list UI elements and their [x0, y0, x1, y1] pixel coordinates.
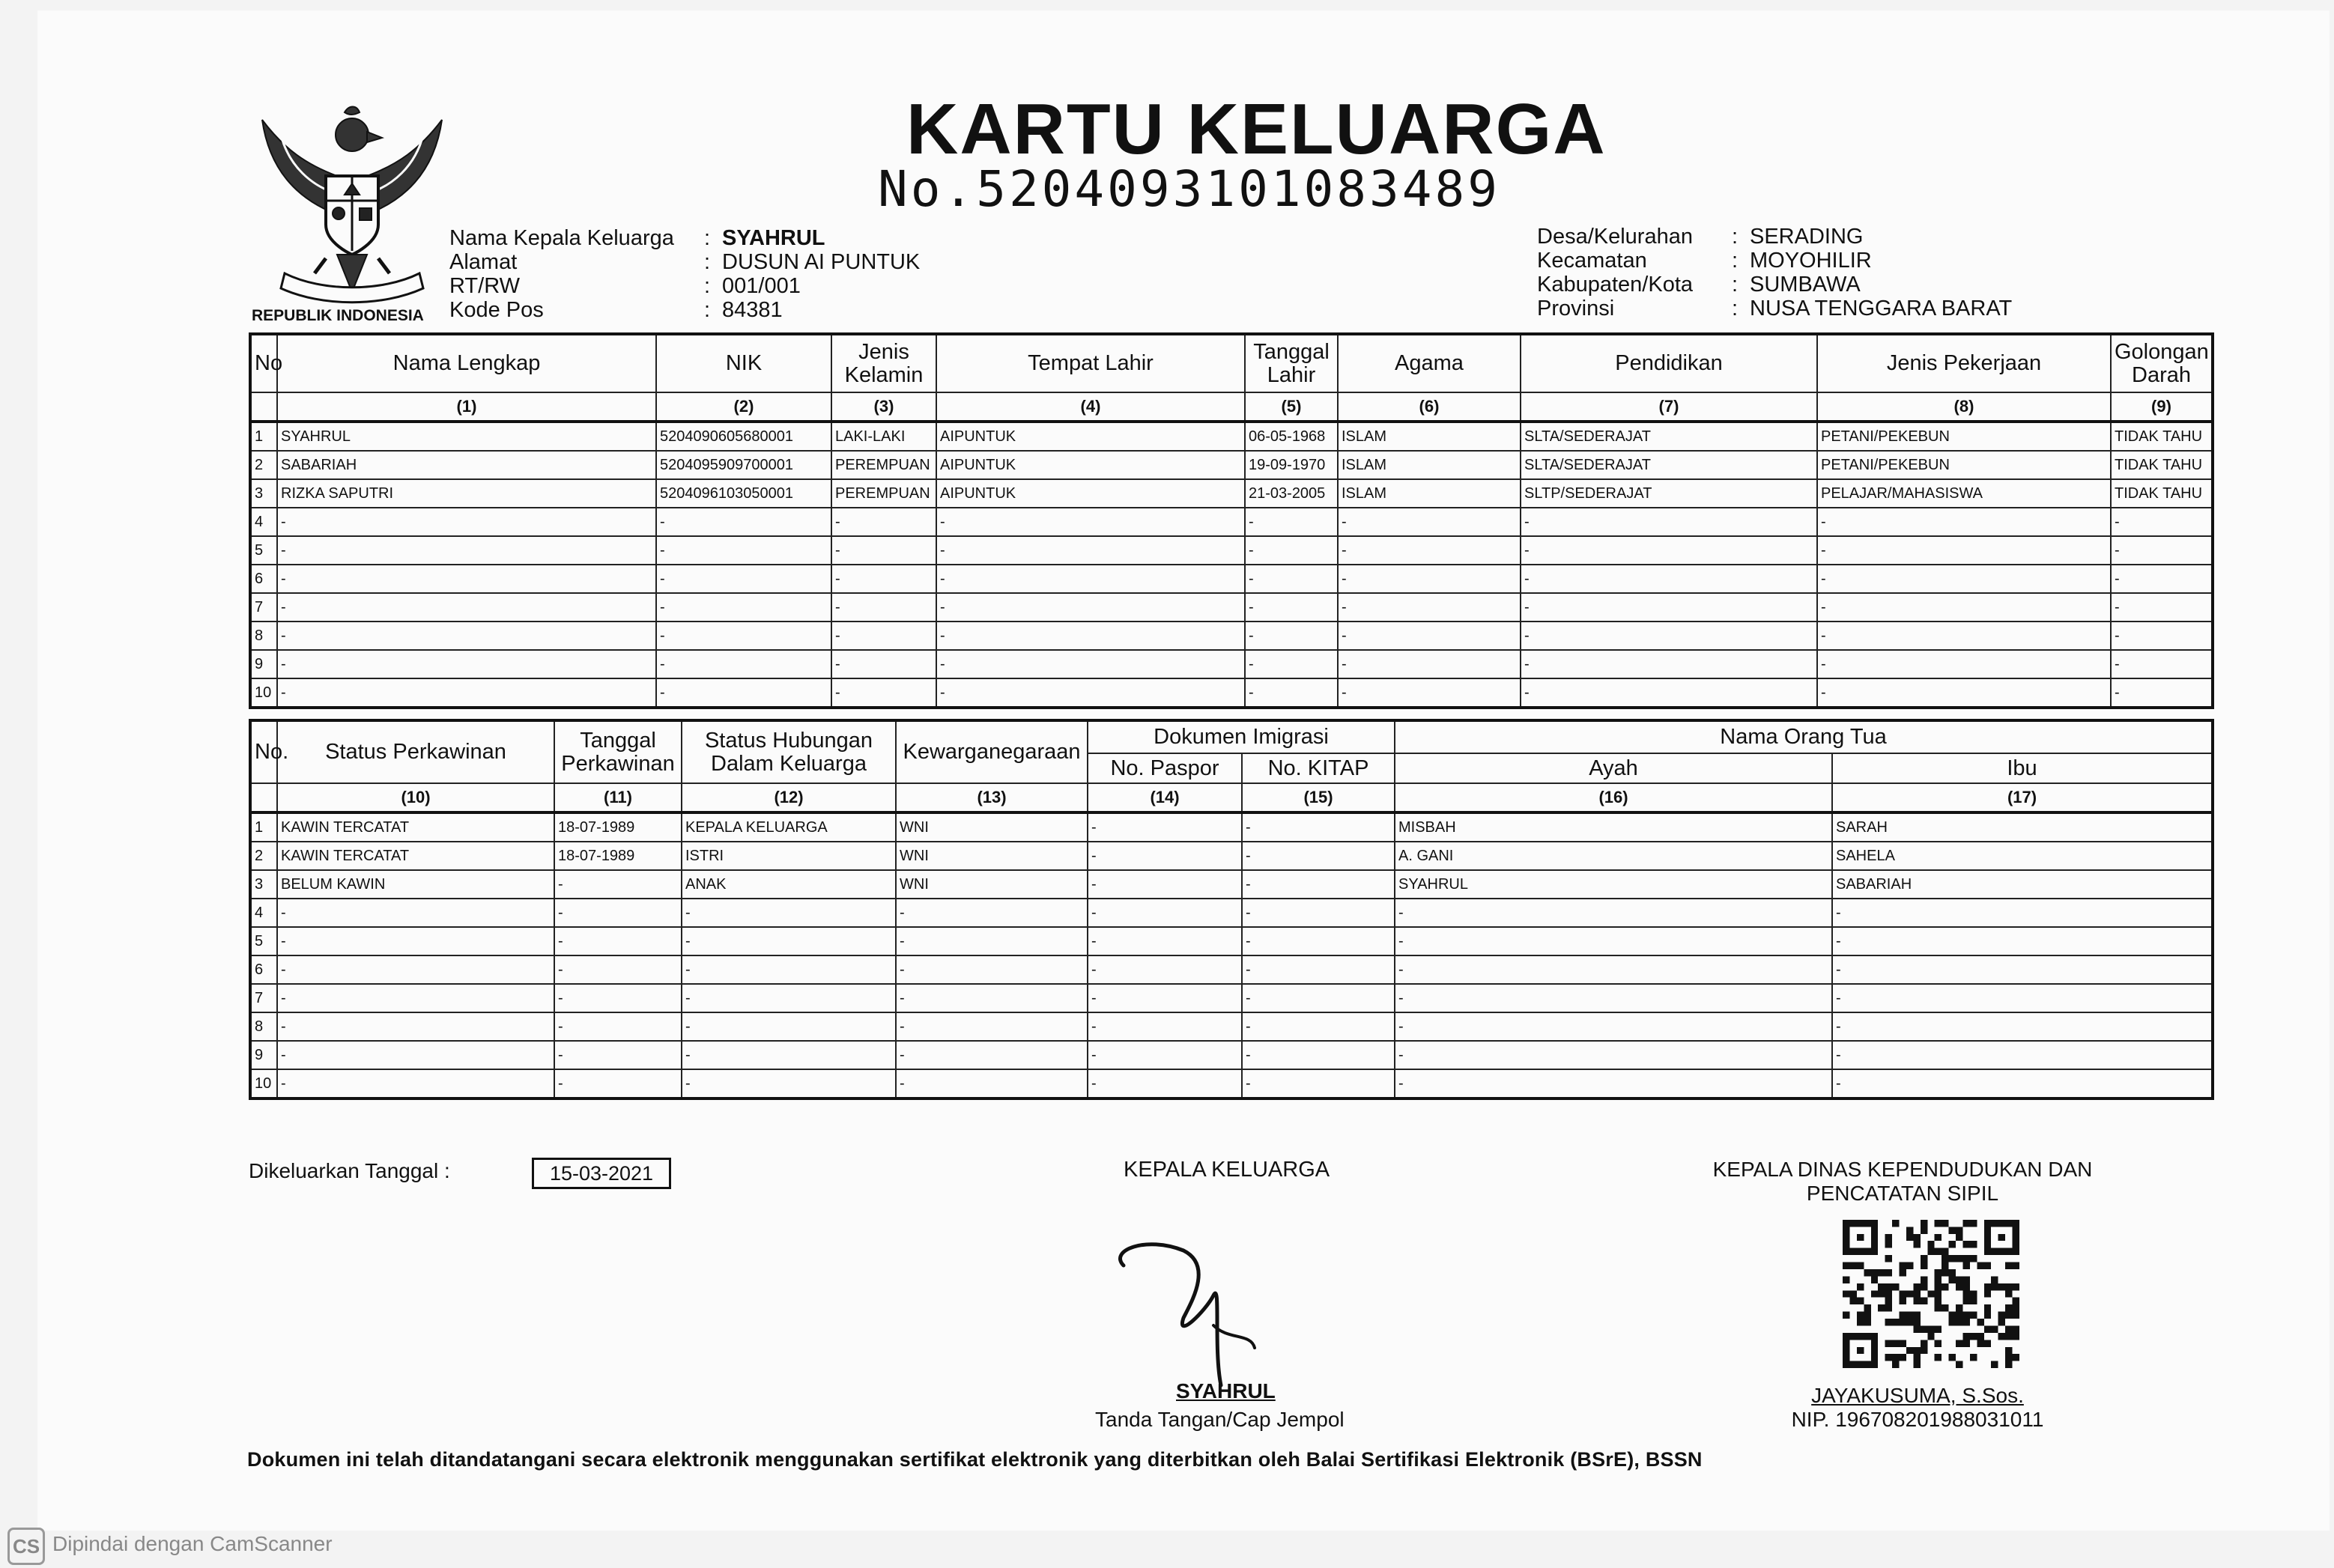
table-cell: -: [831, 622, 936, 650]
table-cell: -: [936, 508, 1245, 536]
info-row-address: Alamat : DUSUN AI PUNTUK: [449, 250, 921, 274]
table-cell: -: [2111, 508, 2213, 536]
qr-code-icon: [1843, 1219, 2019, 1369]
table-cell: -: [656, 650, 831, 678]
table-cell: -: [682, 1012, 896, 1041]
document-title: KARTU KELUARGA: [906, 89, 1607, 169]
table-row: [250, 842, 2213, 870]
table-cell: 3: [250, 870, 277, 899]
table-cell: -: [277, 1012, 554, 1041]
col-header-gender: Jenis Kelamin: [831, 334, 936, 392]
table-cell: -: [1395, 899, 1832, 927]
table-cell: KAWIN TERCATAT: [277, 812, 554, 842]
column-number: (5): [1245, 392, 1338, 422]
table-cell: -: [1338, 650, 1521, 678]
table-cell: -: [896, 955, 1088, 984]
issued-date-label: Dikeluarkan Tanggal :: [249, 1159, 450, 1182]
table-cell: -: [936, 536, 1245, 565]
table-cell: 7: [250, 593, 277, 622]
table-cell: KEPALA KELUARGA: [682, 812, 896, 842]
table-cell: -: [831, 508, 936, 536]
table-cell: AIPUNTUK: [936, 422, 1245, 451]
info-value: SERADING: [1750, 225, 1864, 249]
issued-date-value: 15-03-2021: [532, 1158, 671, 1189]
garuda-emblem-icon: [255, 105, 449, 307]
table-cell: -: [554, 899, 682, 927]
col-header-immigration-docs: Dokumen Imigrasi: [1088, 720, 1395, 753]
col-header-marriage-date: Tanggal Perkawinan: [554, 720, 682, 783]
table-cell: -: [277, 899, 554, 927]
family-status-table: [249, 719, 2214, 1100]
table-row: [250, 508, 2213, 536]
table-cell: SARAH: [1832, 812, 2213, 842]
col-header-nik: NIK: [656, 334, 831, 392]
info-row-district: Kecamatan : MOYOHILIR: [1537, 249, 1872, 273]
table-cell: -: [656, 593, 831, 622]
table-cell: -: [1817, 536, 2111, 565]
table-cell: -: [1817, 650, 2111, 678]
col-header-parents: Nama Orang Tua: [1395, 720, 2213, 753]
table-cell: -: [1832, 1041, 2213, 1069]
column-number: (14): [1088, 783, 1242, 812]
table-cell: -: [682, 984, 896, 1012]
table-cell: -: [277, 927, 554, 955]
table-cell: -: [277, 508, 656, 536]
table-cell: -: [1832, 927, 2213, 955]
table-cell: -: [831, 650, 936, 678]
info-label: RT/RW: [449, 274, 520, 298]
table-cell: PETANI/PEKEBUN: [1817, 451, 2111, 479]
table-cell: -: [277, 593, 656, 622]
table-row: [250, 593, 2213, 622]
table-row: [250, 451, 2213, 479]
table-cell: 06-05-1968: [1245, 422, 1338, 451]
table-cell: 10: [250, 678, 277, 708]
table-cell: -: [1242, 984, 1395, 1012]
column-number: (15): [1242, 783, 1395, 812]
table-cell: 8: [250, 1012, 277, 1041]
table-cell: A. GANI: [1395, 842, 1832, 870]
head-of-family-name: SYAHRUL: [1176, 1379, 1276, 1403]
column-number: (3): [831, 392, 936, 422]
table-cell: -: [1817, 678, 2111, 708]
table-cell: ISTRI: [682, 842, 896, 870]
table-cell: SLTP/SEDERAJAT: [1521, 479, 1817, 508]
info-row-village: Desa/Kelurahan : SERADING: [1537, 225, 1864, 249]
table-row: [250, 927, 2213, 955]
table-cell: -: [1395, 984, 1832, 1012]
table-cell: -: [1521, 593, 1817, 622]
info-label: Kabupaten/Kota: [1537, 273, 1694, 297]
table-cell: -: [1395, 927, 1832, 955]
table-cell: LAKI-LAKI: [831, 422, 936, 451]
table-cell: -: [682, 1069, 896, 1098]
table-cell: -: [554, 1041, 682, 1069]
column-number: (11): [554, 783, 682, 812]
column-number: (10): [277, 783, 554, 812]
table-cell: -: [1245, 650, 1338, 678]
table-cell: -: [554, 1069, 682, 1098]
col-header-full-name: Nama Lengkap: [277, 334, 656, 392]
table-cell: -: [277, 1041, 554, 1069]
table-cell: -: [896, 927, 1088, 955]
column-number: (17): [1832, 783, 2213, 812]
table-cell: -: [1245, 508, 1338, 536]
table-cell: 4: [250, 899, 277, 927]
official-name: JAYAKUSUMA, S.Sos.: [1811, 1384, 2024, 1407]
info-value: SUMBAWA: [1750, 273, 1861, 297]
table-cell: 1: [250, 422, 277, 451]
table-cell: -: [1088, 984, 1242, 1012]
info-row-regency: Kabupaten/Kota : SUMBAWA: [1537, 273, 1861, 297]
table-cell: -: [554, 870, 682, 899]
table-cell: -: [896, 984, 1088, 1012]
column-number: (12): [682, 783, 896, 812]
table-cell: SLTA/SEDERAJAT: [1521, 422, 1817, 451]
table-cell: -: [1521, 622, 1817, 650]
header-info-left: [449, 226, 920, 322]
column-number: (13): [896, 783, 1088, 812]
col-header-birthdate: Tanggal Lahir: [1245, 334, 1338, 392]
table-cell: -: [1088, 812, 1242, 842]
info-label: Provinsi: [1537, 297, 1615, 320]
table-cell: -: [1088, 1069, 1242, 1098]
table-header-row: [250, 720, 2213, 753]
table-cell: 5: [250, 536, 277, 565]
table-cell: 18-07-1989: [554, 812, 682, 842]
table-cell: -: [2111, 622, 2213, 650]
table-cell: -: [1832, 984, 2213, 1012]
table-cell: 9: [250, 1041, 277, 1069]
table-cell: 18-07-1989: [554, 842, 682, 870]
column-number-row: [250, 783, 2213, 812]
col-header-father: Ayah: [1395, 753, 1832, 783]
header-info-right: [1537, 225, 2012, 320]
table-row: [250, 536, 2213, 565]
table-cell: -: [1521, 678, 1817, 708]
table-cell: TIDAK TAHU: [2111, 451, 2213, 479]
camscanner-watermark: Dipindai dengan CamScanner: [52, 1532, 333, 1555]
info-value: MOYOHILIR: [1750, 249, 1872, 273]
table-row: [250, 899, 2213, 927]
table-cell: 2: [250, 842, 277, 870]
family-card-number: No.5204093101083489: [878, 160, 1500, 218]
table-cell: 8: [250, 622, 277, 650]
table-cell: SYAHRUL: [277, 422, 656, 451]
table-cell: ISLAM: [1338, 422, 1521, 451]
table-cell: PETANI/PEKEBUN: [1817, 422, 2111, 451]
table-cell: -: [831, 536, 936, 565]
info-value: 84381: [722, 298, 783, 322]
col-header-blood-type: Golongan Darah: [2111, 334, 2213, 392]
table-cell: -: [1395, 955, 1832, 984]
column-number: (16): [1395, 783, 1832, 812]
table-cell: -: [1088, 899, 1242, 927]
official-nip: NIP. 196708201988031011: [1791, 1408, 2044, 1431]
table-cell: -: [1832, 1069, 2213, 1098]
col-header-birthplace: Tempat Lahir: [936, 334, 1245, 392]
table-cell: -: [936, 565, 1245, 593]
table-cell: -: [277, 536, 656, 565]
table-cell: -: [1395, 1041, 1832, 1069]
table-cell: -: [1521, 650, 1817, 678]
table-cell: -: [1338, 536, 1521, 565]
table-cell: SABARIAH: [1832, 870, 2213, 899]
table-cell: -: [277, 565, 656, 593]
table-cell: -: [1242, 1041, 1395, 1069]
table-row: [250, 955, 2213, 984]
table-cell: -: [1088, 870, 1242, 899]
table-cell: MISBAH: [1395, 812, 1832, 842]
table-cell: -: [682, 955, 896, 984]
table-cell: -: [277, 622, 656, 650]
table-cell: PELAJAR/MAHASISWA: [1817, 479, 2111, 508]
table-row: [250, 678, 2213, 708]
column-number: (4): [936, 392, 1245, 422]
table-cell: -: [554, 1012, 682, 1041]
table-cell: -: [1521, 565, 1817, 593]
table-cell: 21-03-2005: [1245, 479, 1338, 508]
column-number: (6): [1338, 392, 1521, 422]
camscanner-logo-icon: CS: [7, 1528, 45, 1565]
table-cell: 10: [250, 1069, 277, 1098]
table-row: [250, 870, 2213, 899]
column-number-row: [250, 392, 2213, 422]
table-cell: -: [1832, 899, 2213, 927]
table-cell: -: [1817, 622, 2111, 650]
table-row: [250, 984, 2213, 1012]
e-signature-footnote: Dokumen ini telah ditandatangani secara elektronik menggunakan sertifikat elektronik yang diterbitkan oleh Balai Sertifikasi Elektronik (BSrE), BSSN: [247, 1448, 1703, 1471]
family-members-table: [249, 332, 2214, 709]
table-cell: -: [554, 955, 682, 984]
official-title: [1648, 1158, 2157, 1206]
table-cell: -: [1242, 812, 1395, 842]
table-cell: -: [1338, 593, 1521, 622]
table-cell: -: [656, 508, 831, 536]
table-cell: -: [1338, 508, 1521, 536]
table-cell: -: [1832, 1012, 2213, 1041]
info-value: SYAHRUL: [722, 226, 825, 250]
table-cell: -: [1088, 1041, 1242, 1069]
table-cell: -: [936, 593, 1245, 622]
table-cell: -: [1395, 1012, 1832, 1041]
table-cell: -: [1242, 955, 1395, 984]
head-of-family-label: KEPALA KELUARGA: [1124, 1158, 1330, 1182]
table-row: [250, 1069, 2213, 1098]
table-cell: -: [554, 984, 682, 1012]
table-cell: -: [656, 536, 831, 565]
official-title-line1: KEPALA DINAS KEPENDUDUKAN DAN: [1712, 1158, 2093, 1181]
table-cell: -: [1088, 955, 1242, 984]
info-value: 001/001: [722, 274, 801, 298]
table-cell: -: [1242, 870, 1395, 899]
table-cell: 1: [250, 812, 277, 842]
info-value: DUSUN AI PUNTUK: [722, 250, 921, 274]
table-row: [250, 1012, 2213, 1041]
table-cell: 4: [250, 508, 277, 536]
info-row-postal-code: Kode Pos : 84381: [449, 298, 783, 322]
table-cell: -: [1338, 622, 1521, 650]
table-header-row: [250, 334, 2213, 392]
table-row: [250, 650, 2213, 678]
table-cell: 5204096103050001: [656, 479, 831, 508]
emblem-caption: REPUBLIK INDONESIA: [252, 307, 424, 324]
table-cell: SAHELA: [1832, 842, 2213, 870]
table-cell: -: [1245, 565, 1338, 593]
table-cell: ISLAM: [1338, 451, 1521, 479]
table-cell: -: [1242, 842, 1395, 870]
table-cell: -: [1245, 593, 1338, 622]
table-cell: 9: [250, 650, 277, 678]
table-cell: 19-09-1970: [1245, 451, 1338, 479]
table-cell: -: [2111, 565, 2213, 593]
table-row: [250, 1041, 2213, 1069]
table-cell: SABARIAH: [277, 451, 656, 479]
official-title-line2: PENCATATAN SIPIL: [1806, 1182, 1999, 1205]
col-header-education: Pendidikan: [1521, 334, 1817, 392]
table-cell: 6: [250, 565, 277, 593]
table-cell: SYAHRUL: [1395, 870, 1832, 899]
table-cell: BELUM KAWIN: [277, 870, 554, 899]
col-header-religion: Agama: [1338, 334, 1521, 392]
info-row-head-of-family: Nama Kepala Keluarga : SYAHRUL: [449, 226, 825, 250]
col-header-occupation: Jenis Pekerjaan: [1817, 334, 2111, 392]
table-row: [250, 622, 2213, 650]
table-cell: -: [1245, 622, 1338, 650]
table-cell: -: [682, 1041, 896, 1069]
table-cell: 7: [250, 984, 277, 1012]
table-cell: -: [1088, 842, 1242, 870]
col-header-marital-status: Status Perkawinan: [277, 720, 554, 783]
info-label: Kode Pos: [449, 298, 544, 322]
table-cell: ISLAM: [1338, 479, 1521, 508]
column-number: (8): [1817, 392, 2111, 422]
info-label: Nama Kepala Keluarga: [449, 226, 674, 250]
col-header-no: No: [250, 334, 277, 392]
col-header-kitap-no: No. KITAP: [1242, 753, 1395, 783]
col-header-mother: Ibu: [1832, 753, 2213, 783]
table-cell: 2: [250, 451, 277, 479]
table-row: [250, 812, 2213, 842]
table-cell: -: [1395, 1069, 1832, 1098]
table-cell: -: [1521, 508, 1817, 536]
table-cell: -: [1242, 1012, 1395, 1041]
table-cell: TIDAK TAHU: [2111, 422, 2213, 451]
table-cell: -: [1242, 1069, 1395, 1098]
col-header-no: No.: [250, 720, 277, 783]
table-cell: KAWIN TERCATAT: [277, 842, 554, 870]
table-cell: -: [2111, 678, 2213, 708]
table-cell: WNI: [896, 812, 1088, 842]
table-cell: -: [1245, 678, 1338, 708]
table-cell: RIZKA SAPUTRI: [277, 479, 656, 508]
table-cell: -: [896, 899, 1088, 927]
info-row-rt-rw: RT/RW : 001/001: [449, 274, 801, 298]
col-header-passport-no: No. Paspor: [1088, 753, 1242, 783]
table-cell: -: [1088, 927, 1242, 955]
column-number: (9): [2111, 392, 2213, 422]
table-cell: -: [277, 955, 554, 984]
info-row-province: Provinsi : NUSA TENGGARA BARAT: [1537, 297, 2013, 320]
column-number: (7): [1521, 392, 1817, 422]
table-cell: -: [936, 678, 1245, 708]
table-cell: 5: [250, 927, 277, 955]
table-cell: -: [1521, 536, 1817, 565]
table-cell: -: [656, 622, 831, 650]
table-cell: -: [936, 622, 1245, 650]
col-header-family-relation: Status Hubungan Dalam Keluarga: [682, 720, 896, 783]
table-cell: -: [1088, 1012, 1242, 1041]
table-cell: -: [682, 927, 896, 955]
table-cell: -: [1817, 593, 2111, 622]
table-cell: PEREMPUAN: [831, 451, 936, 479]
table-cell: 3: [250, 479, 277, 508]
table-cell: -: [831, 678, 936, 708]
table-cell: SLTA/SEDERAJAT: [1521, 451, 1817, 479]
table-cell: AIPUNTUK: [936, 479, 1245, 508]
table-cell: PEREMPUAN: [831, 479, 936, 508]
table-cell: ANAK: [682, 870, 896, 899]
table-cell: -: [936, 650, 1245, 678]
table-cell: -: [831, 565, 936, 593]
table-cell: 5204090605680001: [656, 422, 831, 451]
table-cell: -: [1832, 955, 2213, 984]
info-label: Desa/Kelurahan: [1537, 225, 1693, 249]
info-label: Alamat: [449, 250, 518, 274]
table-cell: -: [656, 565, 831, 593]
signature-caption: Tanda Tangan/Cap Jempol: [1095, 1408, 1345, 1431]
info-value: NUSA TENGGARA BARAT: [1750, 297, 2013, 320]
table-cell: -: [1245, 536, 1338, 565]
table-cell: -: [2111, 593, 2213, 622]
col-header-citizenship: Kewarganegaraan: [896, 720, 1088, 783]
info-label: Kecamatan: [1537, 249, 1647, 273]
table-cell: -: [1242, 927, 1395, 955]
table-cell: TIDAK TAHU: [2111, 479, 2213, 508]
table-cell: -: [2111, 536, 2213, 565]
table-cell: -: [896, 1041, 1088, 1069]
table-cell: -: [554, 927, 682, 955]
table-cell: -: [277, 678, 656, 708]
table-cell: -: [1338, 565, 1521, 593]
table-cell: -: [682, 899, 896, 927]
table-cell: -: [277, 984, 554, 1012]
table-cell: -: [1817, 508, 2111, 536]
table-row: [250, 565, 2213, 593]
table-cell: 5204095909700001: [656, 451, 831, 479]
table-cell: -: [896, 1069, 1088, 1098]
table-row: [250, 422, 2213, 451]
table-cell: -: [2111, 650, 2213, 678]
table-cell: -: [831, 593, 936, 622]
table-cell: -: [1817, 565, 2111, 593]
table-cell: -: [656, 678, 831, 708]
table-cell: AIPUNTUK: [936, 451, 1245, 479]
table-cell: -: [277, 1069, 554, 1098]
table-cell: WNI: [896, 870, 1088, 899]
table-cell: WNI: [896, 842, 1088, 870]
table-cell: -: [1338, 678, 1521, 708]
table-cell: -: [896, 1012, 1088, 1041]
table-cell: -: [277, 650, 656, 678]
table-cell: -: [1242, 899, 1395, 927]
table-row: [250, 479, 2213, 508]
column-number: (1): [277, 392, 656, 422]
handwritten-signature: [1101, 1236, 1296, 1385]
column-number: (2): [656, 392, 831, 422]
table-cell: 6: [250, 955, 277, 984]
